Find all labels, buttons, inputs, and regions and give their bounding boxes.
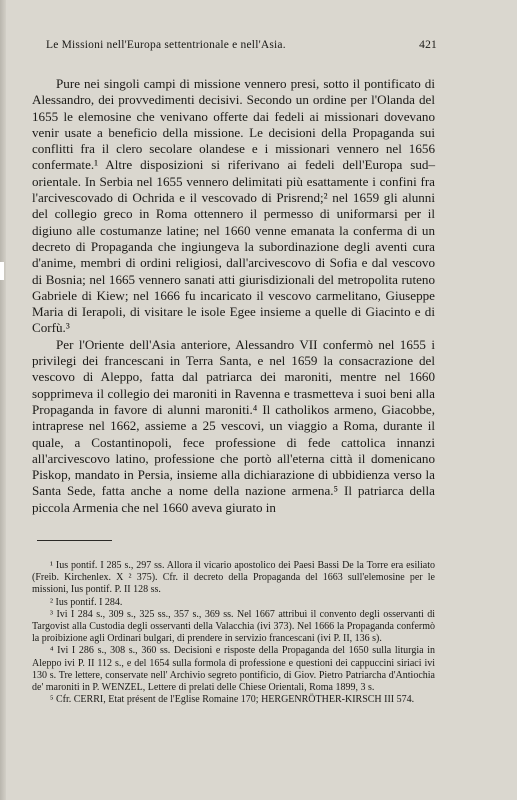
footnote-4: ⁴ Ivi I 286 s., 308 s., 360 ss. Decisioni e risposte della Propaganda del 1650 sulla liturgia in Aleppo ivi P. II 112 s., e del 1654 sulla formola di professione e questioni dei cappuccini siriaci ivi 130 s. Tre lettere, conservate nell' Archivio segreto pontificio, di Giov. Pietro Patriarcha d'Antiochia de' maroniti in P. WENZEL, Lettere di prelati delle Chiese Orientali, Roma 1899, 3 s. [32,645,435,694]
footnote-5: ⁵ Cfr. CERRI, Etat présent de l'Eglise Romaine 170; HERGENRÖTHER-KIRSCH III 574. [50,694,415,706]
page-number: 421 [419,39,437,51]
footnote-3: ³ Ivi I 284 s., 309 s., 325 ss., 357 s., 369 ss. Nel 1667 attribuì il convento degli osservanti di Targovist alla Custodia degli osservanti della Valacchia (ivi 373). Nel 1666 la Propaganda confermò la proibizione agli Ordinari bulgari, di prendere in servizio francescani (ivi P. II, 136 s). [32,608,435,645]
footnote-divider [37,540,112,541]
footnote-1: ¹ Ius pontif. I 285 s., 297 ss. Allora il vicario apostolico dei Paesi Bassi De la Torre era esiliato (Freib. Kirchenlex. X ² 375). Cfr. il decreto della Propaganda del 1663 sull'elemosine per le missioni, Ius pontif. P. II 128 ss. [32,560,435,596]
footnotes [32,560,435,706]
page-edge-shadow [0,0,6,800]
paragraph-2: Per l'Oriente dell'Asia anteriore, Alessandro VII confermò nel 1655 i privilegi dei francescani in Terra Santa, e nel 1659 la consacrazione del vescovo di Aleppo, fatta dal patriarca dei maroniti, mentre nel 1660 sopprimeva il collegio dei maroniti in Ravenna e trasmetteva i suoi beni alla Propaganda in favore di alunni maroniti.⁴ Il catholikos armeno, Giacobbe, intraprese nel 1662, assieme a 25 vescovi, un viaggio a Roma, durante il quale, a Costantinopoli, fece professione di fede cattolica innanzi all'arcivescovo latino, professione che portò all'eterna città il domenicano Piskop, mandato in Persia, insieme alla dichiarazione di ubbidienza verso la Santa Sede, fatta anche a nome della nazione armena.⁵ Il patriarca della piccola Armenia che nel 1660 aveva giurato in [32,336,435,515]
scan-artifact [0,262,4,280]
running-header [46,39,437,51]
paragraph-1: Pure nei singoli campi di missione vennero presi, sotto il pontificato di Alessandro, dei provvedimenti decisivi. Secondo un ordine per l'Olanda del 1655 le elemosine che venivano offerte dai fedeli ai missionari dovevano venir usate a beneficio della missione. Le decisioni della Propaganda sui conflitti fra il clero secolare olandese e i missionari vennero nel 1656 confermate.¹ Altre disposizioni si riferivano ai fedeli dell'Europa sud–orientale. In Serbia nel 1655 vennero delimitati più esattamente i confini fra l'arcivescovado di Ochrida e il vescovado di Prisrend;² nel 1659 gli alunni del collegio greco in Roma ottennero il permesso di uniformarsi per il digiuno alle costumanze latine; nel 1660 venne emanata la conferma di un decreto di Propaganda che ingiungeva la subordinazione degli aventi cura d'anime, membri di ordini religiosi, dall'arcivescovo di Sofia e dal vescovo di Bosnia; nel 1665 vennero sanati atti giurisdizionali del metropolita ruteno Gabriele di Kiew; nel 1666 fu incaricato il vescovo carmelitano, Giuseppe Maria di Ierapoli, di visitare le isole Egee insieme a quelle di Giacinto e di Corfù.³ [32,76,435,336]
main-text [32,76,435,516]
footnote-2: ² Ius pontif. I 284. [50,596,123,608]
running-title: Le Missioni nell'Europa settentrionale e nell'Asia. [46,39,286,51]
